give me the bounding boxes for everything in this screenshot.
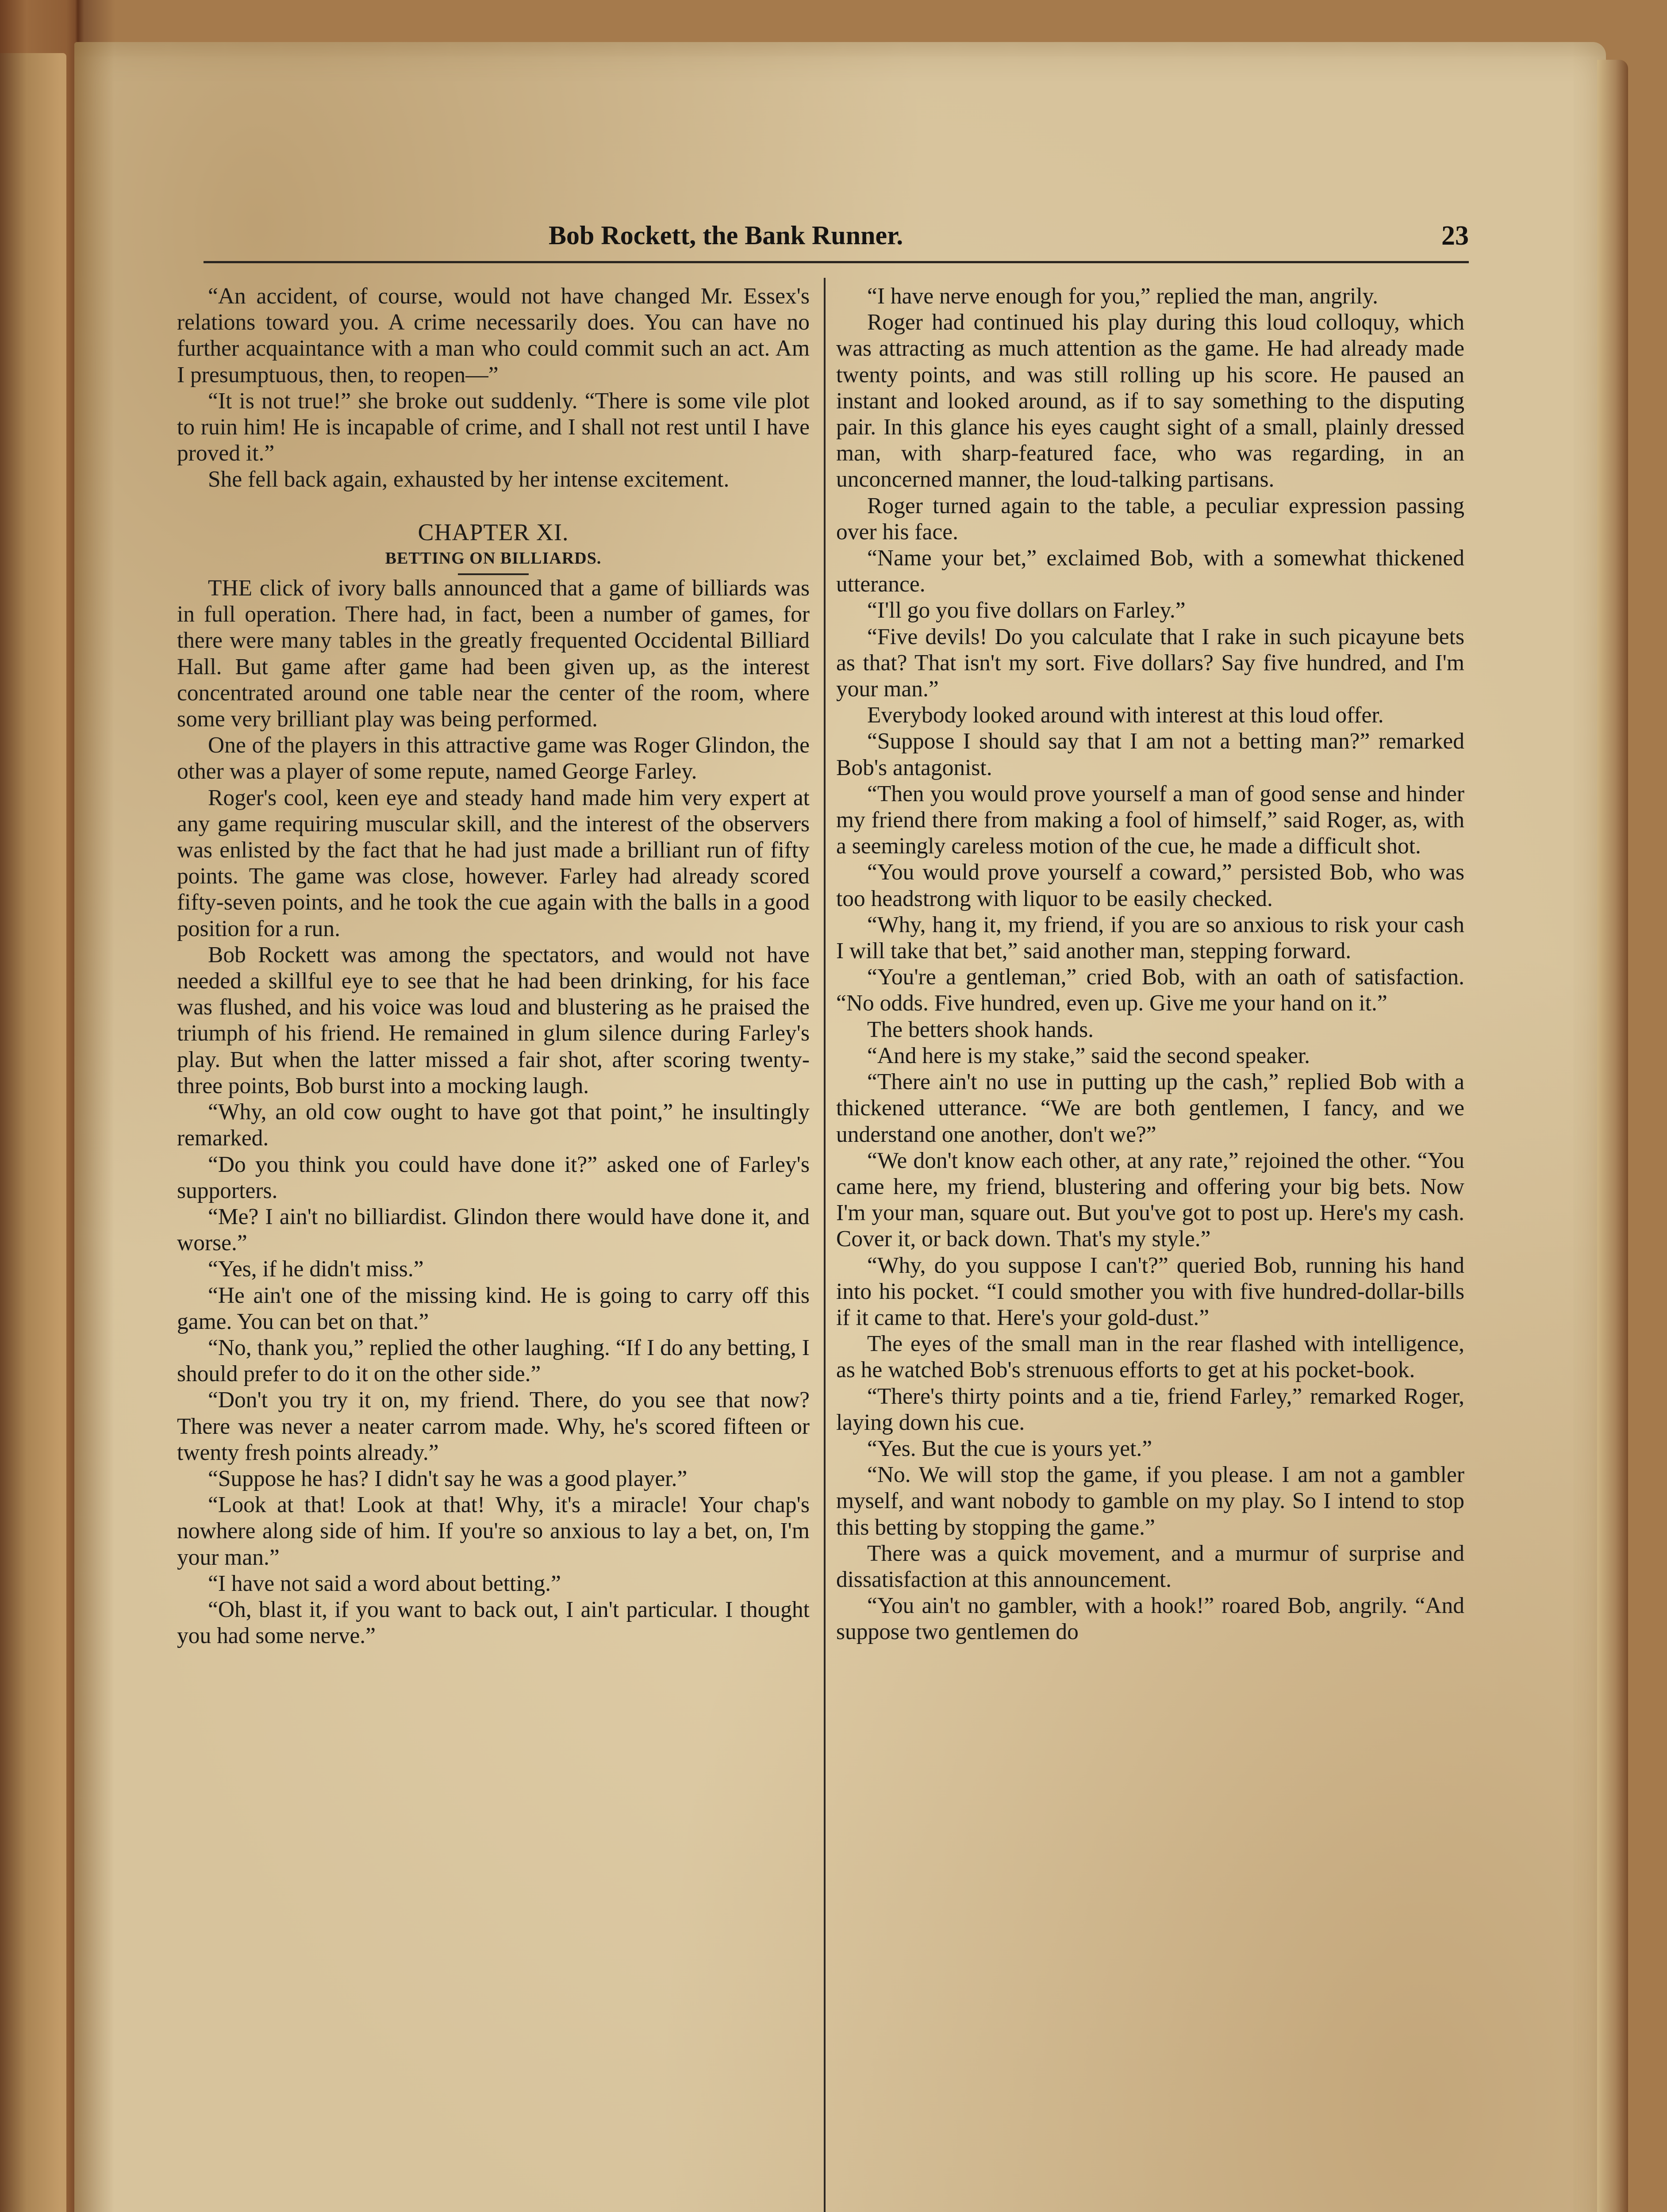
paragraph: “It is not true!” she broke out suddenly. “There is some vile plot to ruin him! He is incapable of crime, and I shall not rest until I have proved it.” bbox=[177, 388, 810, 466]
chapter-subtitle: BETTING ON BILLIARDS. bbox=[385, 549, 602, 568]
paragraph: “No. We will stop the game, if you please. I am not a gambler myself, and want nobody to gamble on my play. So I intend to stop this betting by stopping the game.” bbox=[836, 1462, 1464, 1540]
paragraph: “Don't you try it on, my friend. There, do you see that now? There was never a neater carrom made. Why, he's scored fifteen or twenty fresh points already.” bbox=[177, 1387, 810, 1465]
paragraph: The betters shook hands. bbox=[867, 1017, 1094, 1042]
right-text-column bbox=[836, 283, 1464, 1645]
paragraph: “And here is my stake,” said the second speaker. bbox=[867, 1043, 1310, 1068]
paragraph: “I'll go you five dollars on Farley.” bbox=[867, 598, 1186, 623]
paragraph: Everybody looked around with interest at this loud offer. bbox=[867, 703, 1384, 728]
paragraph: “There ain't no use in putting up the cash,” replied Bob with a thickened utterance. “We are both gentlemen, I fancy, and we understand one another, don't we?” bbox=[836, 1069, 1464, 1147]
paragraph: “Then you would prove yourself a man of good sense and hinder my friend there from making a fool of himself,” said Roger, as, with a seemingly careless motion of the cue, he made a difficult shot. bbox=[836, 781, 1464, 859]
paragraph: “Suppose he has? I didn't say he was a good player.” bbox=[208, 1466, 688, 1491]
paragraph: “Suppose I should say that I am not a betting man?” remarked Bob's antagonist. bbox=[836, 729, 1464, 780]
paragraph: Roger turned again to the table, a peculiar expression passing over his face. bbox=[836, 493, 1464, 545]
paragraph: “He ain't one of the missing kind. He is going to carry off this game. You can bet on that.” bbox=[177, 1283, 810, 1334]
column-divider bbox=[824, 278, 826, 2212]
paragraph: Roger's cool, keen eye and steady hand made him very expert at any game requiring muscular skill, and the interest of the observers was enlisted by the fact that he had just made a brilliant run of fifty points. The game was close, however. Farley had already scored fifty-seven points, and he took the cue again with the balls in a good position for a run. bbox=[177, 785, 810, 941]
paragraph: “Oh, blast it, if you want to back out, I ain't particular. I thought you had some nerve.” bbox=[177, 1597, 810, 1649]
page-edge-shadow bbox=[1597, 60, 1628, 2212]
paragraph: She fell back again, exhausted by her intense excitement. bbox=[208, 467, 730, 492]
paragraph: “We don't know each other, at any rate,” rejoined the other. “You came here, my friend, blustering and offering your big bets. Now I'm your man, square out. But you've got to post up. Here's my cash. Cover it, or back down. That's my style.” bbox=[836, 1148, 1464, 1252]
left-text-column bbox=[177, 283, 810, 1649]
paragraph: THE click of ivory balls announced that a game of billiards was in full operation. There had, in fact, been a number of games, for there were many tables in the greatly frequented Occidental Billiard Hall. But game after game had been given up, as the interest concentrated around one table near the center of the room, where some very brilliant play was being performed. bbox=[177, 576, 810, 732]
header-rule bbox=[204, 261, 1469, 263]
paragraph: “Look at that! Look at that! Why, it's a miracle! Your chap's nowhere along side of him. If you're so anxious to lay a bet, on, I'm your man.” bbox=[177, 1492, 810, 1570]
paragraph: “I have not said a word about betting.” bbox=[208, 1571, 561, 1596]
paragraph: “Why, hang it, my friend, if you are so anxious to risk your cash I will take that bet,” said another man, stepping forward. bbox=[836, 912, 1464, 964]
paragraph: “I have nerve enough for you,” replied the man, angrily. bbox=[867, 284, 1378, 309]
paragraph: The eyes of the small man in the rear flashed with intelligence, as he watched Bob's strenuous efforts to get at his pocket-book. bbox=[836, 1331, 1464, 1383]
paragraph: One of the players in this attractive game was Roger Glindon, the other was a player of some repute, named George Farley. bbox=[177, 733, 810, 784]
paragraph: Roger had continued his play during this loud colloquy, which was attracting as much attention as the game. He had already made twenty points, and was still rolling up his score. He paused an instant and looked around, as if to say something to the disputing pair. In this glance his eyes caught sight of a small, plainly dressed man, with sharp-featured face, who was regarding, in an unconcerned manner, the loud-talking partisans. bbox=[836, 310, 1464, 492]
paragraph: “Yes. But the cue is yours yet.” bbox=[867, 1436, 1152, 1461]
paragraph: “There's thirty points and a tie, friend Farley,” remarked Roger, laying down his cue. bbox=[836, 1383, 1464, 1435]
paragraph: “Why, do you suppose I can't?” queried Bob, running his hand into his pocket. “I could smother you with five hundred-dollar-bills if it came to that. Here's your gold-dust.” bbox=[836, 1252, 1464, 1330]
previous-page-edge bbox=[0, 53, 66, 2212]
paragraph: “You're a gentleman,” cried Bob, with an oath of satisfaction. “No odds. Five hundred, even up. Give me your hand on it.” bbox=[836, 964, 1464, 1016]
paragraph: “An accident, of course, would not have changed Mr. Essex's relations toward you. A crime necessarily does. You can have no further acquaintance with a man who could commit such an act. Am I presumptuous, then, to reopen—” bbox=[177, 284, 810, 388]
paragraph: “Five devils! Do you calculate that I rake in such picayune bets as that? That isn't my sort. Five dollars? Say five hundred, and I'm your man.” bbox=[836, 624, 1464, 702]
running-header-title: Bob Rockett, the Bank Runner. bbox=[549, 221, 903, 250]
paragraph: “Me? I ain't no billiardist. Glindon there would have done it, and worse.” bbox=[177, 1204, 810, 1256]
paragraph: “Name your bet,” exclaimed Bob, with a somewhat thickened utterance. bbox=[836, 545, 1464, 597]
paragraph: “Do you think you could have done it?” asked one of Farley's supporters. bbox=[177, 1152, 810, 1203]
paragraph: There was a quick movement, and a murmur of surprise and dissatisfaction at this announcement. bbox=[836, 1540, 1464, 1592]
paragraph: “You would prove yourself a coward,” persisted Bob, who was too headstrong with liquor to be easily checked. bbox=[836, 860, 1464, 911]
paragraph: “No, thank you,” replied the other laughing. “If I do any betting, I should prefer to do it on the other side.” bbox=[177, 1335, 810, 1387]
page-number: 23 bbox=[1441, 221, 1469, 251]
paragraph: “Yes, if he didn't miss.” bbox=[208, 1256, 424, 1282]
chapter-title: CHAPTER XI. bbox=[418, 518, 569, 545]
paragraph: Bob Rockett was among the spectators, and would not have needed a skillful eye to see that he had been drinking, for his face was flushed, and his voice was loud and blustering as he praised the triumph of his friend. He remained in glum silence during Farley's play. But when the latter missed a fair shot, after scoring twenty-three points, Bob burst into a mocking laugh. bbox=[177, 942, 810, 1098]
running-header bbox=[482, 220, 1469, 256]
paragraph: “You ain't no gambler, with a hook!” roared Bob, angrily. “And suppose two gentlemen do bbox=[836, 1593, 1464, 1645]
paragraph: “Why, an old cow ought to have got that point,” he insultingly remarked. bbox=[177, 1099, 810, 1151]
